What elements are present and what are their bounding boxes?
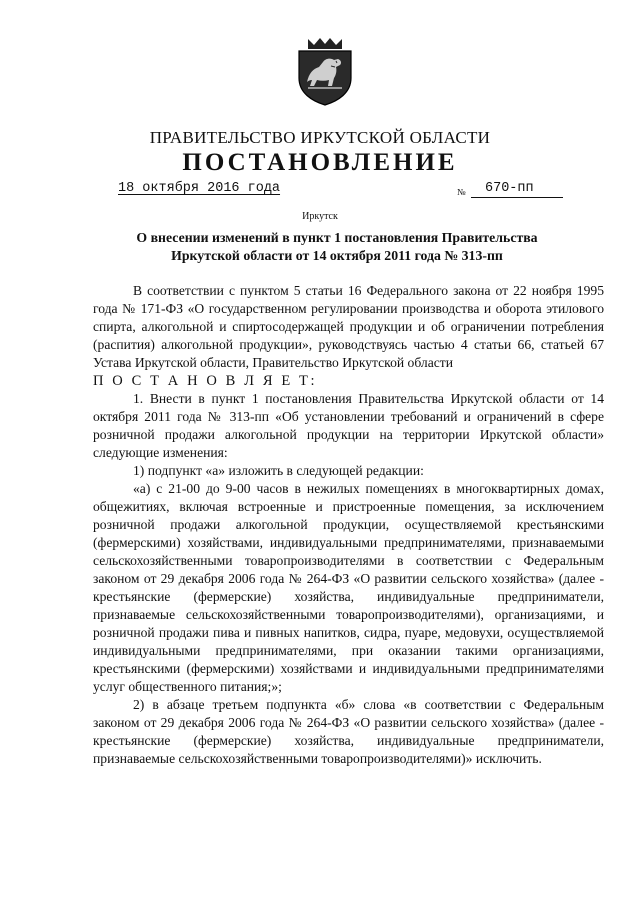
subitem-1-text-paragraph: «а) с 21-00 до 9-00 часов в нежилых помещениях в многоквартирных домах, общежитиях, включая встроенные и пристроенные помещения, за исключением розничной продажи алкогольной продукции, осуществляемой крестьянскими (фермерскими) хозяйствами, индивидуальными предпринимателями, признаваемыми сельскохозяйственными товаропроизводителями в соответствии с Федеральным законом от 29 декабря 2006 года № 264-ФЗ «О развитии сельского хозяйства» (далее - крестьянские (фермерские) хозяйства, индивидуальные предприниматели, признаваемые сельскохозяйственными товаропроизводителями), организациями, и розничной продажи пива и пивных напитков, сидра, пуаре, медовухи, осуществляемой индивидуальными предпринимателями, при оказании такими организациями, крестьянскими (фермерскими) хозяйствами и индивидуальными предпринимателями услуг общественного питания;»;	[93, 481, 604, 694]
document-number: 670-пп	[471, 181, 563, 198]
decree-word: П О С Т А Н О В Л Я Е Т:	[93, 373, 318, 389]
government-name: ПРАВИТЕЛЬСТВО ИРКУТСКОЙ ОБЛАСТИ	[149, 128, 491, 147]
document-body	[93, 282, 604, 768]
irkutsk-coat-of-arms-icon	[296, 36, 354, 106]
number-sign: №	[457, 187, 466, 197]
city-name: Иркутск	[302, 211, 338, 222]
subitem-1-paragraph: 1) подпункт «а» изложить в следующей редакции:	[133, 463, 424, 478]
preamble-paragraph: В соответствии с пунктом 5 статьи 16 Федерального закона от 22 ноября 1995 года № 171-ФЗ «О государственном регулировании производства и оборота этилового спирта, алкогольной и спиртосодержащей продукции и об ограничении потребления (распития) алкогольной продукции», руководствуясь частью 4 статьи 66, статьей 67 Устава Иркутской области, Правительство Иркутской области	[93, 283, 604, 370]
subitem-2-paragraph: 2) в абзаце третьем подпункта «б» слова «в соответствии с Федеральным законом от 29 декабря 2006 года № 264-ФЗ «О развитии сельского хозяйства» (далее - крестьянские (фермерские) хозяйства, индивидуальные предприниматели, признаваемые сельскохозяйственными товаропроизводителями)» исключить.	[93, 697, 604, 766]
document-heading: О внесении изменений в пункт 1 постановления Правительства Иркутской области от 14 октября 2011 года № 313-пп	[136, 230, 538, 263]
item-1-paragraph: 1. Внести в пункт 1 постановления Правительства Иркутской области от 14 октября 2011 года № 313-пп «Об установлении требований и ограничений в сфере розничной продажи алкогольной продукции на территории Иркутской области» следующие изменения:	[93, 391, 604, 460]
document-type: ПОСТАНОВЛЕНИЕ	[182, 149, 458, 176]
document-date: 18 октября 2016 года	[118, 181, 281, 196]
